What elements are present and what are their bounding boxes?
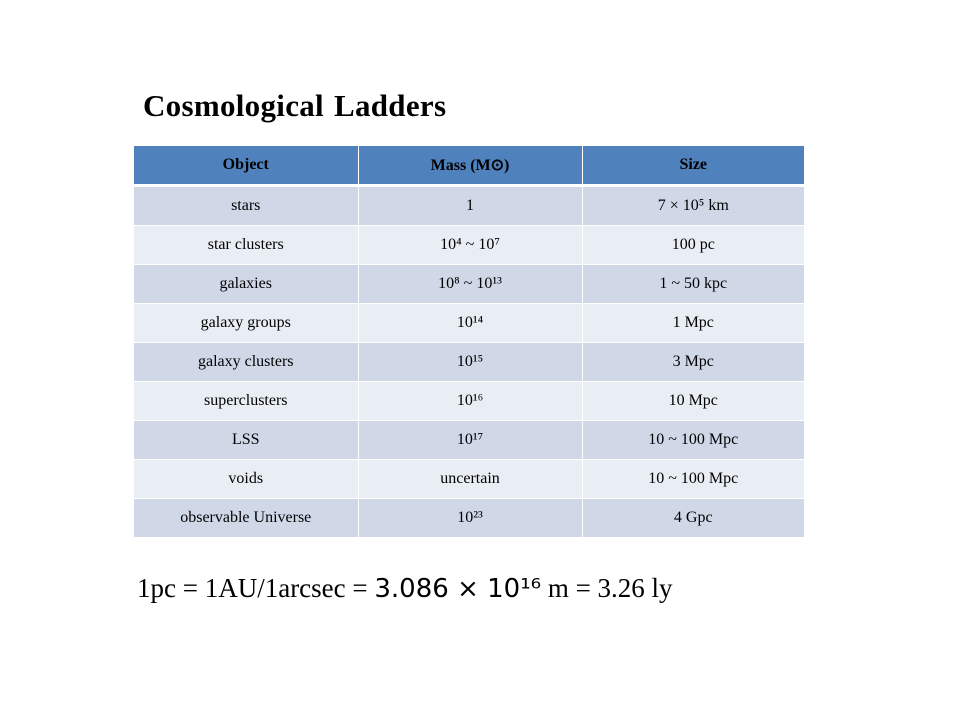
cell-object: voids	[134, 460, 358, 499]
cell-size: 4 Gpc	[582, 499, 804, 538]
parsec-definition	[137, 573, 673, 604]
cell-object: LSS	[134, 421, 358, 460]
cell-mass: 10¹⁵	[358, 343, 582, 382]
table-row	[134, 304, 804, 343]
cell-size: 100 pc	[582, 226, 804, 265]
title-word-cosmological: Cosmological	[143, 88, 324, 123]
cell-size: 1 Mpc	[582, 304, 804, 343]
table-row	[134, 265, 804, 304]
cell-object: galaxy clusters	[134, 343, 358, 382]
cell-mass: 10¹⁴	[358, 304, 582, 343]
parsec-definition-lhs: 1pc = 1AU/1arcsec =	[137, 573, 375, 603]
cell-mass: 10¹⁶	[358, 382, 582, 421]
slide-title	[143, 88, 446, 124]
table-header	[134, 146, 804, 186]
cosmological-ladder-table	[134, 146, 804, 538]
cell-mass: 1	[358, 186, 582, 226]
cell-object: stars	[134, 186, 358, 226]
header-mass: Mass (M⊙)	[358, 146, 582, 186]
cell-mass: 10¹⁷	[358, 421, 582, 460]
header-size: Size	[582, 146, 804, 186]
parsec-definition-value: 3.086 × 10¹⁶	[374, 574, 542, 604]
cell-object: observable Universe	[134, 499, 358, 538]
cell-object: galaxy groups	[134, 304, 358, 343]
cell-size: 10 Mpc	[582, 382, 804, 421]
table-row	[134, 226, 804, 265]
cell-mass: 10²³	[358, 499, 582, 538]
cell-mass: 10⁸ ~ 10¹³	[358, 265, 582, 304]
table-row	[134, 186, 804, 226]
cell-object: superclusters	[134, 382, 358, 421]
header-object: Object	[134, 146, 358, 186]
cell-size: 7 × 10⁵ km	[582, 186, 804, 226]
parsec-definition-rhs: m = 3.26 ly	[541, 573, 673, 603]
cell-size: 3 Mpc	[582, 343, 804, 382]
cell-size: 1 ~ 50 kpc	[582, 265, 804, 304]
cell-mass: 10⁴ ~ 10⁷	[358, 226, 582, 265]
table-row	[134, 382, 804, 421]
cell-object: galaxies	[134, 265, 358, 304]
table-row	[134, 460, 804, 499]
cell-mass: uncertain	[358, 460, 582, 499]
cell-size: 10 ~ 100 Mpc	[582, 421, 804, 460]
cell-object: star clusters	[134, 226, 358, 265]
header-row	[134, 146, 804, 186]
cell-size: 10 ~ 100 Mpc	[582, 460, 804, 499]
table-row	[134, 343, 804, 382]
table-row	[134, 499, 804, 538]
table-row	[134, 421, 804, 460]
table-body	[134, 186, 804, 538]
title-word-ladders: Ladders	[333, 88, 447, 123]
